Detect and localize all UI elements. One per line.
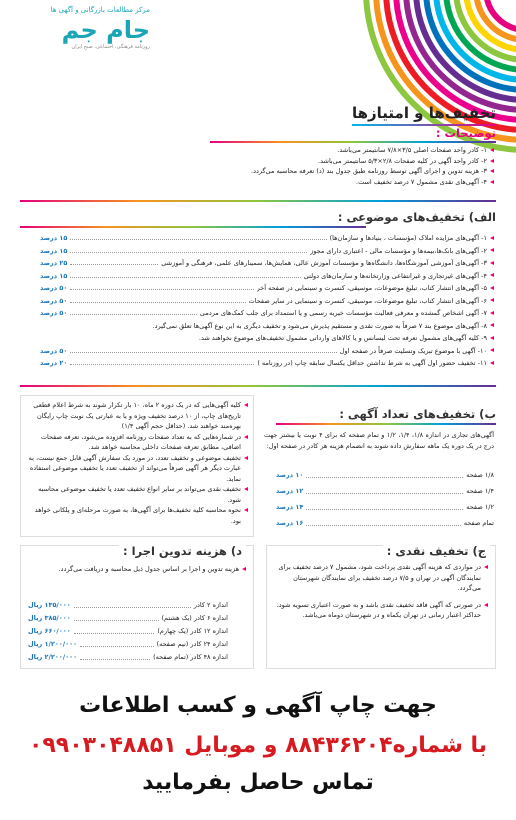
discount-percent: ۲۵ درصد xyxy=(40,259,68,267)
list-item: در صورتی که آگهی فاقد تخفیف نقدی باشد و به صورت اعتباری تسویه شود، حداکثر اعتبار زمانی در تهران یکماه و در شهرستان دوماه می‌باشد. xyxy=(272,600,488,621)
row-label: ۵- آگهی‌های انتشار کتاب، تبلیغ موضوعات، موسیقی، کنسرت و سینمایی در صفحه آخر xyxy=(257,283,494,293)
contact-line-1: جهت چاپ آگهی و کسب اطلاعات xyxy=(79,693,437,718)
table-row xyxy=(40,308,494,318)
design-cost-heading: د) هزینه تدوین اجرا : xyxy=(119,544,246,558)
discount-percent: ۱۴ درصد xyxy=(276,503,304,511)
cost-value: ۲/۲۰۰/۰۰۰ ریال xyxy=(28,653,78,661)
divider xyxy=(20,226,366,228)
cost-value: ۳۸۵/۰۰۰ ریال xyxy=(28,614,71,622)
discount-percent: ۱۵ درصد xyxy=(40,234,68,242)
list-item: در مواردی که هزینه آگهی نقدی پرداخت شود، مشمول ۷ درصد تخفیف برای نمایندگان آگهی در تهران و ۷/۵ درصد تخفیف برای نمایندگان شهرستان می‌گردد. xyxy=(272,562,488,594)
logo-tagline: روزنامه فرهنگی، اجتماعی، صبح ایران xyxy=(71,44,150,50)
table-row xyxy=(40,271,494,281)
table-row xyxy=(276,502,494,513)
page-title: تخفیف‌ها و امتیازها xyxy=(352,104,496,126)
row-label: ۲- آگهی‌های بانک‌ها،بیمه‌ها و مؤسسات مالی - اعتباری دارای مجوز xyxy=(310,246,494,256)
discount-percent: ۵۰ درصد xyxy=(40,284,68,292)
table-row xyxy=(28,652,228,663)
contact-line-3: تماس حاصل بفرمایید xyxy=(142,770,374,795)
divider xyxy=(20,200,496,202)
list-item: ۴- آگهی‌های نقدی مشمول ۷ درصد تخفیف است. xyxy=(20,177,494,188)
count-discounts-heading: ب) تخفیف‌های تعداد آگهی : xyxy=(339,407,496,421)
discount-percent: ۵۰ درصد xyxy=(40,309,68,317)
table-row xyxy=(40,246,494,256)
divider xyxy=(210,141,496,143)
row-label: ۷- آگهی اشخاص گمشده و معرفی فعالیت مؤسسات خیریه رسمی و یا استمداد برای جلب کمک‌های مردمی xyxy=(200,308,494,318)
discount-percent: ۵۰ درصد xyxy=(40,346,68,355)
notes-list xyxy=(20,145,494,187)
table-row xyxy=(28,600,228,611)
table-row xyxy=(276,470,494,481)
row-label: ۹- کلیه آگهی‌های مشمول تعرفه تحت لیسانس و یا کالاهای وارداتی مشمول تخفیف‌های موضوع نخواهند شد. xyxy=(199,333,494,343)
divider xyxy=(20,385,496,387)
cost-value: ۱/۲۰۰/۰۰۰ ریال xyxy=(28,640,78,648)
notes-heading: توضیحات : xyxy=(435,126,496,140)
row-label: ۶- آگهی‌های انتشار کتاب، تبلیغ موضوعات، موسیقی، کنسرت و سینمایی در سایر صفحات xyxy=(249,296,494,306)
discount-percent: ۲۰ درصد xyxy=(40,359,68,367)
divider xyxy=(276,423,496,425)
table-row xyxy=(28,613,228,624)
discount-percent: ۱۲ درصد xyxy=(276,487,304,495)
logo-wordmark: جام جم xyxy=(61,16,150,44)
table-row xyxy=(40,258,494,268)
list-item: در شماره‌هایی که به تعداد صفحات روزنامه افزوده می‌شود، تعرفه صفحات اضافی، مطابق تعرفه صفحات داخلی محاسبه خواهد شد. xyxy=(26,432,248,453)
row-label: اندازه ۴۸ کادر (تمام صفحه) xyxy=(153,653,228,661)
list-item: هزینه تدوین و اجرا بر اساس جدول ذیل محاسبه و دریافت می‌گردد. xyxy=(26,564,246,575)
table-row xyxy=(28,626,228,637)
row-label: ۱- آگهی‌های مزایده املاک (مؤسسات ، بنیادها و سازمان‌ها) xyxy=(330,233,494,243)
row-label: ۴- آگهی‌های غیرتجاری و غیرانتفاعی وزارتخانه‌ها و سازمان‌های دولتی xyxy=(304,271,494,281)
row-label: ۱۰- آگهی با موضوع تبریک وتسلیت صرفاً در صفحه اول xyxy=(340,346,494,356)
cash-discount-list xyxy=(272,562,488,627)
cost-value: ۶۶۰/۰۰۰ ریال xyxy=(28,627,71,635)
discount-percent: ۱۰ درصد xyxy=(276,471,304,479)
row-label: ۱/۸ صفحه xyxy=(466,471,494,479)
contact-phone-line: با شماره۸۸۴۳۶۲۰۴ و موبایل ۰۹۹۰۳۰۴۸۸۵۱ xyxy=(28,733,488,758)
table-row xyxy=(40,283,494,293)
list-item: ۳- هزینه تدوین و اجرای آگهی توسط روزنامه طبق جدول بند (د) تعرفه محاسبه می‌گردد. xyxy=(20,166,494,177)
row-label: ۱۱- تخفیف حضور اول آگهی به شرط نداشتن حداقل یکسال سابقه چاپ (در روزنامه ) xyxy=(257,358,494,368)
design-cost-intro-list xyxy=(26,564,246,575)
row-label: اندازه ۲ کادر xyxy=(193,601,228,609)
discount-percent: ۱۶ درصد xyxy=(276,519,304,527)
table-row xyxy=(276,518,494,529)
topic-discounts-heading: الف) تخفیف‌های موضوعی : xyxy=(337,210,496,224)
row-label: تمام صفحه xyxy=(463,519,494,527)
row-label: ۱/۴ صفحه xyxy=(466,487,494,495)
row-label: اندازه ۱۲ کادر (یک چهارم) xyxy=(157,627,228,635)
list-item: کلیه آگهی‌هایی که در یک دوره ۲ ماه، ۱۰ بار تکرار شوند به شرط اعلام قطعی تاریخ‌های چاپ، از ۱۰ درصد تخفیف ویژه و یا به عبارتی یک نوبت چاپ رایگان بهره‌مند خواهند شد. (حداقل حجم آگهی ۱/۴) xyxy=(26,400,248,432)
general-notes-list xyxy=(26,400,248,526)
row-label: اندازه ۶ کادر (یک هشتم) xyxy=(161,614,228,622)
list-item: ۲- کادر واحد آگهی در کلیه صفحات ۲/۸×۵/۳ سانتیمتر می‌باشد. xyxy=(20,156,494,167)
row-label: ۱/۲ صفحه xyxy=(466,503,494,511)
list-item: تخفیف موضوعی و تخفیف تعدد، در مورد یک سفارش آگهی قابل جمع نیست، به عبارت دیگر هر آگهی صرفاً می‌تواند از تخفیف تعدد یا تخفیف موضوعی استفاده نماید. xyxy=(26,453,248,485)
brand-logo xyxy=(10,6,150,96)
table-row xyxy=(40,321,494,331)
table-row xyxy=(40,358,494,368)
table-row xyxy=(276,486,494,497)
row-label: اندازه ۲۴ کادر (نیم صفحه) xyxy=(156,640,228,648)
table-row xyxy=(40,346,494,356)
discount-percent: ۱۵ درصد xyxy=(40,246,68,255)
logo-subtitle: مرکز مطالعات بازرگانی و آگهی ها xyxy=(50,6,150,14)
cash-discount-heading: ج) تخفیف نقدی : xyxy=(383,544,490,558)
row-label: ۳- آگهی‌های آموزشی آموزشگاه‌ها، دانشگاه‌ها و مؤسسات آموزش عالی، همایش‌ها، سمینارهای علمی، فرهنگی و آموزشی xyxy=(161,258,494,268)
cost-value: ۱۳۵/۰۰۰ ریال xyxy=(28,601,71,609)
row-label: ۸- آگهی‌های موضوع بند ۷ صرفاً به صورت نقدی و مستقیم پذیرش می‌شود و تخفیف دیگری به این نوع آگهی‌ها تعلق نمی‌گیرد. xyxy=(153,321,494,331)
list-item: ۱- کادر واحد صفحات اصلی ۳/۵×۷/۸ سانتیمتر می‌باشد. xyxy=(20,145,494,156)
table-row xyxy=(40,296,494,306)
count-intro: آگهی‌های تجاری در اندازه ۱/۸، ۱/۴، ۱/۲ و تمام صفحه که برای ۴ نوبت یا بیشتر جهت درج در یک دوره یک ماهه سفارش داده شوند به انضمام هزینه هر کادر در صفحه اول: xyxy=(264,431,495,450)
list-item: تخفیف نقدی می‌تواند بر سایر انواع تخفیف تعدد یا تخفیف موضوعی محاسبه شود. xyxy=(26,484,248,505)
table-row xyxy=(40,333,494,343)
discount-percent: ۵۰ درصد xyxy=(40,296,68,305)
table-row xyxy=(40,233,494,243)
discount-percent: ۱۵ درصد xyxy=(40,271,68,280)
table-row xyxy=(28,639,228,650)
list-item: نحوه محاسبه کلیه تخفیف‌ها برای آگهی‌ها، به صورت مرحله‌ای و پلکانی خواهد بود. xyxy=(26,505,248,526)
